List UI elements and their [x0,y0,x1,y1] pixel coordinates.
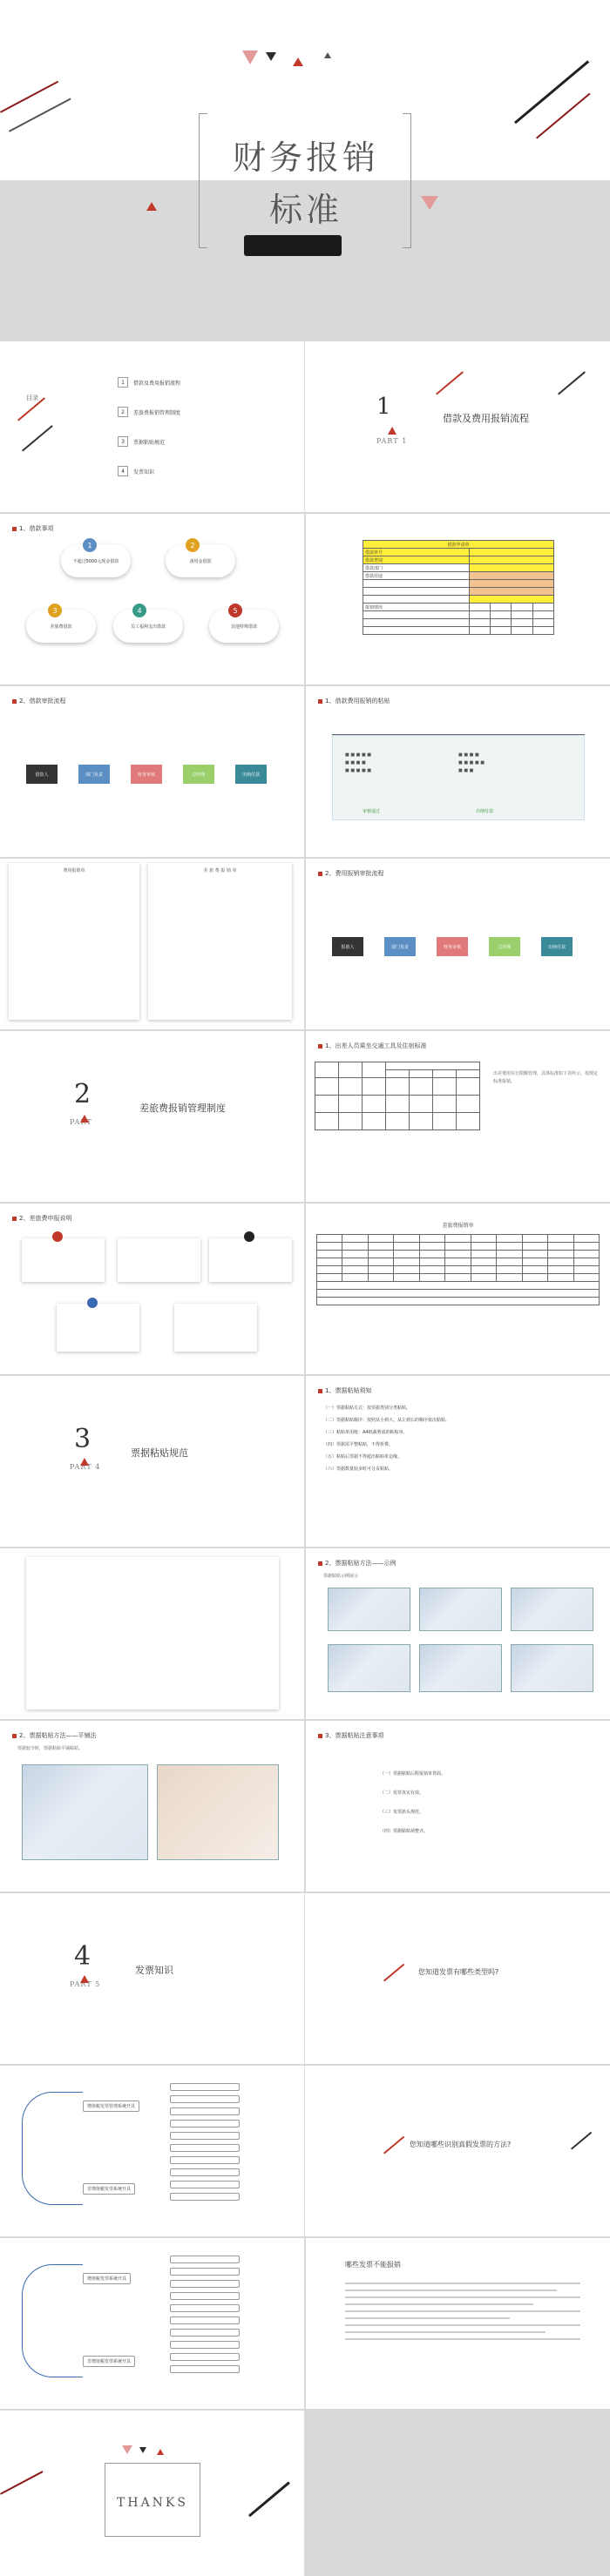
travel-form-title: 差旅费报销单 [442,1223,474,1229]
cover-title: 财务报销 [232,138,379,177]
invalid-invoice-slide[interactable] [306,2238,610,2409]
toc-label: 目录 [26,394,38,401]
paste-example-slide[interactable] [306,1548,610,1719]
example-caption: 票据较少时，票据粘贴平铺粘贴。 [17,1746,84,1751]
triangle-decoration-icon [80,1975,89,1983]
number-badge: 3 [48,604,62,617]
note-card [118,1238,200,1282]
flow-step[interactable]: 总经理 [183,765,214,784]
cover-subtitle: 标准 [268,191,342,229]
note-card [174,1304,257,1352]
receipt-photo [157,1764,279,1860]
loan-items-slide[interactable] [0,514,304,684]
tree-leaves [170,2083,240,2205]
part-label: PART 1 [376,437,408,445]
paste-rules-list: （一）票据粘贴方式：按票据类别分类粘贴。 （二）票据粘贴顺序：按照从小到大、从左到右的顺序依次粘贴。 （三）粘贴单用纸：A4纸裁剪成的粘贴单。 （四）票据需平整粘贴，不得折叠。 （五）粘贴后票据不得超出粘贴单边缘。 （六）票据数量较多时可分页粘贴。 [323,1406,451,1472]
triangle-decoration-icon [157,2449,164,2455]
part-number: 4 [74,1941,92,1972]
slide-header: 2、费用报销审批流程 [318,869,383,878]
number-badge: 5 [228,604,242,617]
triangle-decoration-icon [293,57,303,66]
slide-header: 2、票据粘贴方法——平铺法 [12,1731,96,1740]
part-label: PART 5 [70,1980,101,1988]
loan-item-card[interactable]: 不超过5000元现金借款 [61,544,131,577]
flow-step[interactable]: 报销人 [332,937,363,956]
flow-step[interactable]: 出纳付款 [235,765,267,784]
invalid-list [345,2277,580,2345]
loan-item-card[interactable]: 其他特殊借款 [209,610,279,643]
flow-step[interactable]: 借款人 [26,765,58,784]
part-title: 借款及费用报销流程 [443,413,529,424]
flow-step[interactable]: 财务审核 [437,937,468,956]
triangle-decoration-icon [266,52,276,61]
slide-header: 1、借款费用报销的粘贴 [318,697,390,705]
part-title: 差旅费报销管理制度 [139,1103,226,1114]
question-text: 您知道发票有哪些类型吗? [418,1968,499,1976]
flow-step[interactable]: 部门负责 [384,937,416,956]
triangle-decoration-icon [139,2447,146,2453]
reimbursement-forms-slide[interactable] [0,859,304,1029]
loan-item-card[interactable]: 差旅费借款 [26,610,96,643]
slide-title: 哪些发票不能报销 [345,2261,401,2269]
tree-root[interactable]: 增值税发票管理系统开具 [83,2101,139,2112]
paste-rules-slide[interactable] [306,1376,610,1547]
slide-header: 2、差旅费申报说明 [12,1214,71,1223]
tree-root[interactable]: 非增值税发票系统开具 [83,2356,135,2367]
receipt-photo [419,1644,502,1692]
number-badge: 4 [132,604,146,617]
slide-header: 2、票据粘贴方法——示例 [318,1559,396,1568]
loan-form-table: 借款申请单 借款单号 借款类别 借款部门 借款用途 报销情况 [363,540,554,635]
triangle-decoration-icon [242,51,258,64]
part-title: 票据粘贴规范 [131,1447,188,1459]
standard-table [315,1062,480,1130]
tree-root[interactable]: 增值税发票系统开具 [83,2273,131,2284]
triangle-decoration-icon [324,52,331,58]
receipt-photo [328,1588,410,1631]
thanks-slide[interactable] [0,2411,304,2576]
toc-slide[interactable] [0,341,610,512]
part-number: 2 [74,1079,92,1109]
expense-form-image: 费用报销单 [9,863,139,1020]
example-caption: 票据粘贴示例展示 [323,1574,359,1579]
reimbursement-flow-slide[interactable] [306,859,610,1029]
slide-header: 2、借款审批流程 [12,697,65,705]
toc-item[interactable]: 4 发票知识 [118,456,180,486]
paste-cautions-slide[interactable] [306,1721,610,1892]
part-label: PART 4 [70,1463,101,1471]
travel-form-image: 差 旅 费 报 销 单 [148,863,292,1020]
cautions-list: （一）票据粘贴后附报销单背面。 （二）发票真实有效。 （三）发票抬头规范。 （四）票据粘贴须整齐。 [380,1771,446,1834]
part2-slide[interactable] [0,1031,304,1202]
part-number: 3 [74,1424,92,1454]
flat-paste-slide[interactable] [0,1721,304,1892]
triangle-decoration-icon [80,1458,89,1466]
travel-form-table [316,1234,600,1305]
tree-root[interactable]: 非增值税发票系统开具 [83,2183,135,2195]
question-text: 您知道哪些识别真假发票的方法? [410,2141,512,2148]
slide-header: 1、票据粘贴须知 [318,1386,371,1395]
toc-item[interactable]: 2 差旅费报销管理制度 [118,397,180,427]
travel-standard-slide[interactable] [306,1031,610,1202]
loan-item-card[interactable]: 员工福利支出借款 [113,610,183,643]
paste-form-image [26,1557,279,1709]
flow-step[interactable]: 部门负责 [78,765,110,784]
triangle-decoration-icon [80,1115,89,1123]
receipt-photo [511,1588,593,1631]
toc-item[interactable]: 1 借款及费用报销流程 [118,368,180,397]
part-label: PART [70,1118,92,1126]
slide-header: 3、票据粘贴注意事项 [318,1731,383,1740]
travel-form-slide[interactable] [306,1204,610,1374]
part-title: 发票知识 [135,1965,173,1976]
paste-form-slide[interactable] [0,1548,304,1719]
toc-list [118,368,180,486]
note-card [57,1304,139,1352]
flow-step[interactable]: 出纳付款 [541,937,573,956]
loan-form-slide[interactable] [306,514,610,684]
invoice-types-slide[interactable] [0,2066,610,2236]
pin-icon [52,1231,63,1242]
slide-header: 1、借款事项 [12,524,53,533]
triangle-decoration-icon [146,202,157,211]
travel-notes-slide[interactable] [0,1204,304,1374]
triangle-decoration-icon [122,2445,132,2454]
pin-icon [244,1231,254,1242]
note-card [209,1238,292,1282]
invoice-tree-slide[interactable] [0,2238,304,2409]
cover-dark-bar [244,235,342,256]
approved-label: 审核通过 [363,809,381,814]
standard-note: 出差费用实行限额管理，具体标准如下表所示，按规定标准报销。 [493,1071,599,1084]
number-badge: 2 [186,538,200,552]
part4-slide[interactable] [0,1893,610,2064]
loan-flow-slide[interactable] [0,686,304,857]
triangle-decoration-icon [388,427,396,435]
loan-item-card[interactable]: 备用金借款 [166,544,235,577]
part3-slide[interactable] [0,1376,304,1547]
receipt-photo [511,1644,593,1692]
toc-item[interactable]: 3 票据粘贴规范 [118,427,180,456]
slide-header: 1、出差人员乘坐交通工具及住宿标准 [318,1042,426,1050]
flow-step[interactable]: 总经理 [489,937,520,956]
thanks-text: THANKS [117,2496,188,2510]
tree-leaves [170,2256,240,2377]
number-badge: 1 [83,538,97,552]
part-number: 1 [376,394,391,420]
receipt-photo [22,1764,148,1860]
flow-step[interactable]: 财务审核 [131,765,162,784]
triangle-decoration-icon [421,196,438,210]
cover-slide[interactable] [0,0,610,229]
note-card [22,1238,105,1282]
pin-icon [87,1298,98,1308]
reimbursement-docs-slide[interactable]: 1、借款费用报销的粘贴 ■ ■ ■ ■ ■ ■ ■ ■ ■ ■ ■ ■ ■ ■ ■ ■ ■ ■ ■ ■ ■ ■ ■ ■ ■ ■ 审核通过 出纳付款 [306,686,610,857]
payment-label: 出纳付款 [476,809,494,814]
receipt-photo [419,1588,502,1631]
receipt-photo [328,1644,410,1692]
